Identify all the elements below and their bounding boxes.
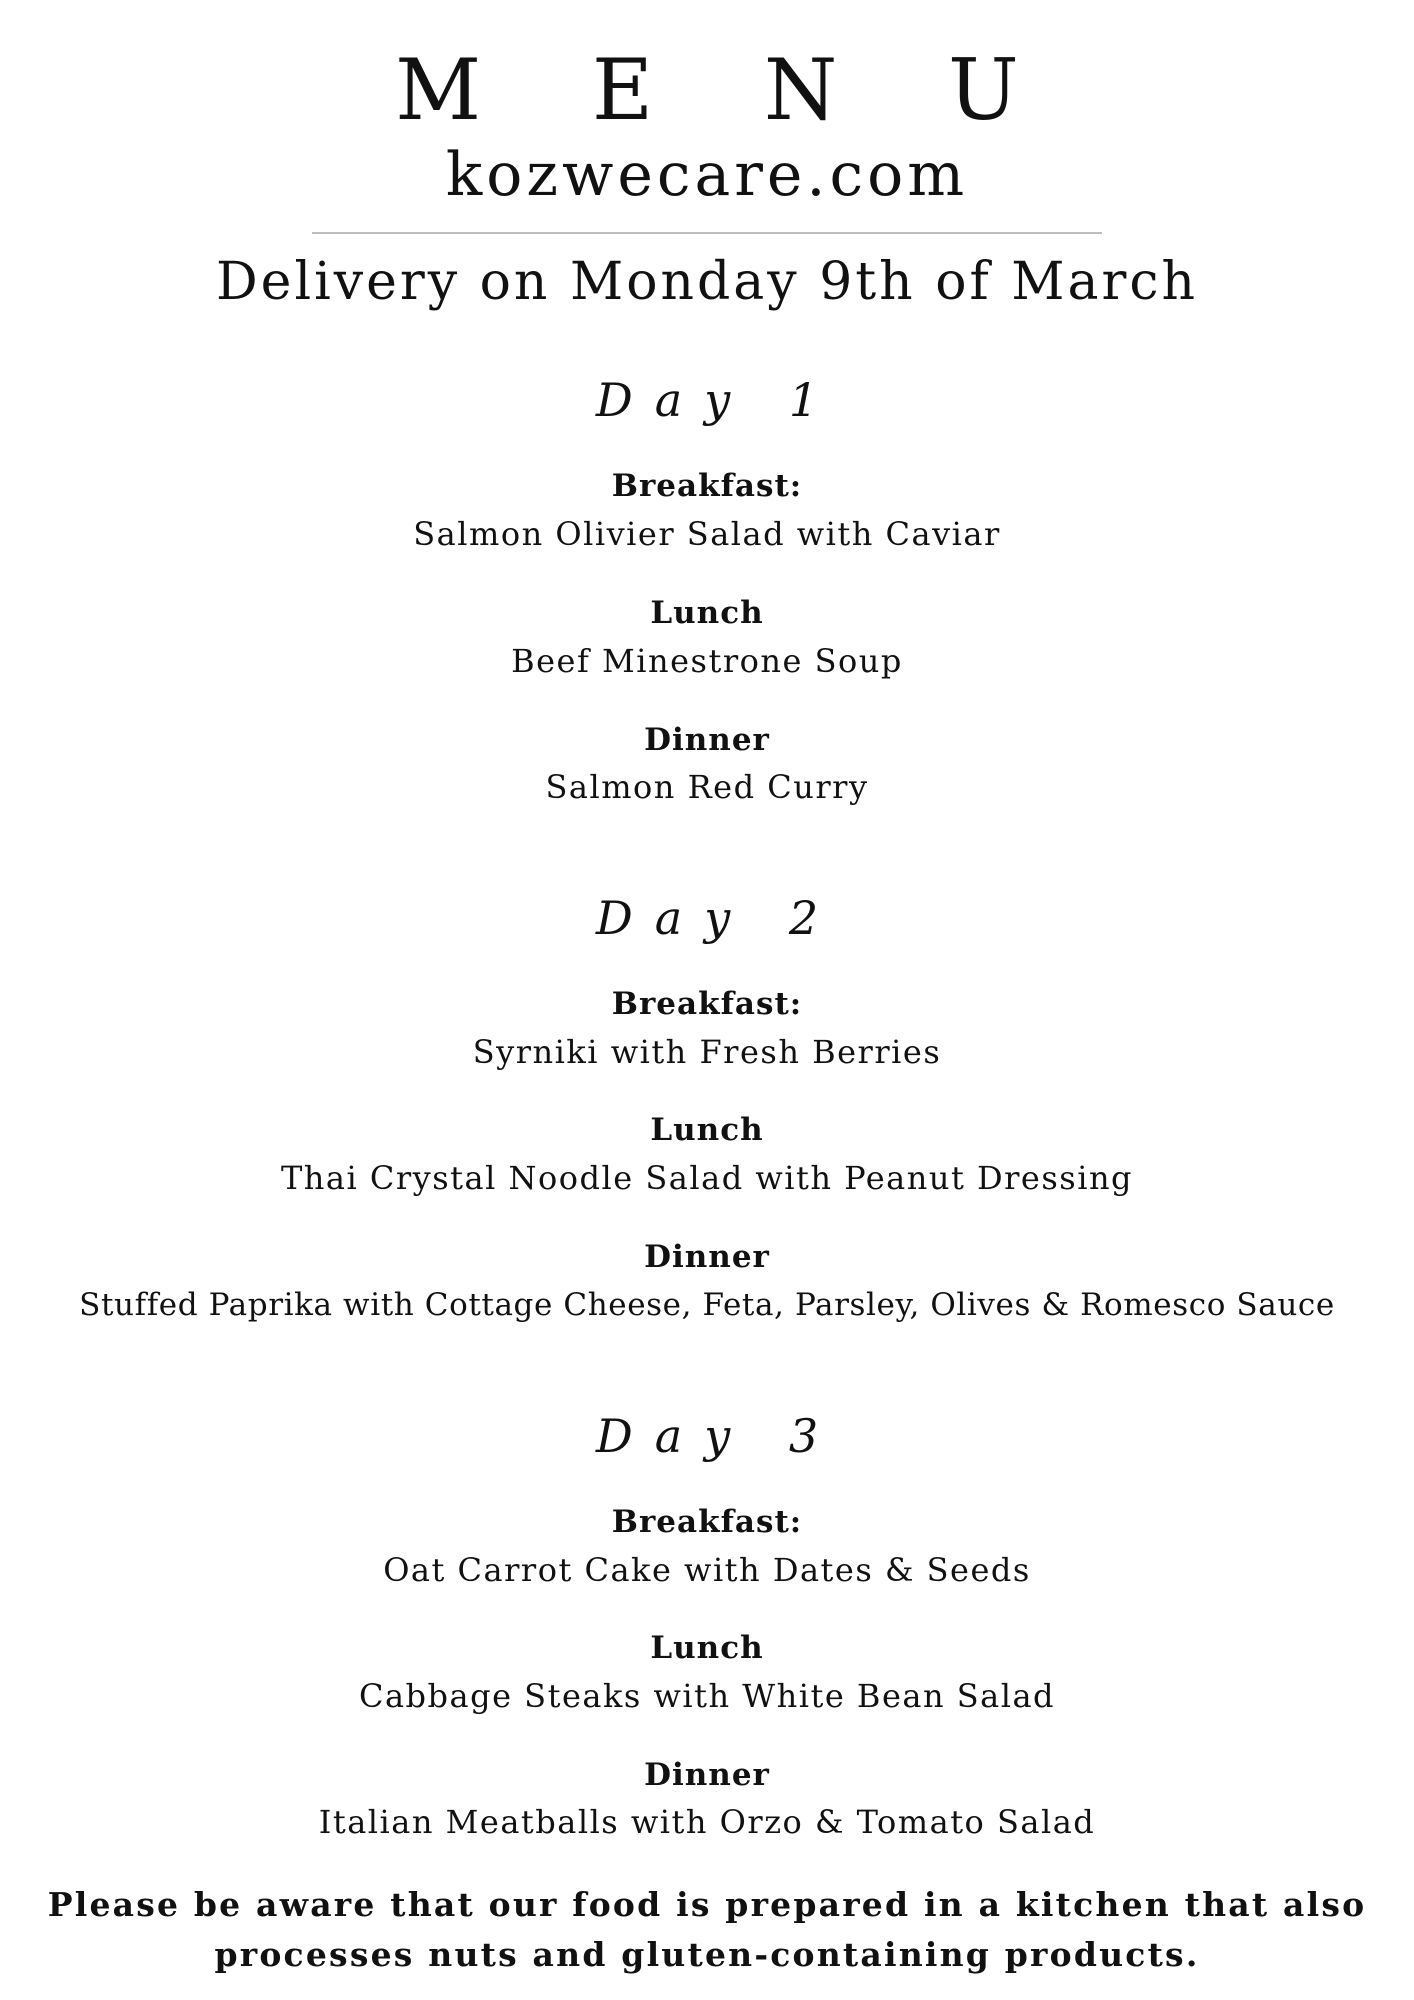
day-3-lunch-dish: Cabbage Steaks with White Bean Salad [358, 1677, 1056, 1715]
allergen-notice-line-2: processes nuts and gluten-containing products. [214, 1935, 1200, 1974]
day-1-breakfast-dish: Salmon Olivier Salad with Caviar [413, 515, 1001, 553]
website-link[interactable]: kozwecare.com [445, 140, 969, 210]
day-1-heading: Day 1 [595, 373, 841, 427]
day-3-dinner-label: Dinner [644, 1757, 770, 1793]
day-1-lunch-dish: Beef Minestrone Soup [511, 642, 903, 680]
day-2-heading: Day 2 [595, 891, 841, 945]
day-1-breakfast-label: Breakfast: [611, 468, 803, 504]
day-3-breakfast-dish: Oat Carrot Cake with Dates & Seeds [383, 1551, 1031, 1589]
day-2-breakfast-dish: Syrniki with Fresh Berries [472, 1033, 942, 1071]
day-3-breakfast-label: Breakfast: [611, 1504, 803, 1540]
day-2-dinner-label: Dinner [644, 1239, 770, 1275]
day-3-lunch-label: Lunch [650, 1630, 764, 1666]
day-2-lunch-label: Lunch [650, 1112, 764, 1148]
day-2-lunch-dish: Thai Crystal Noodle Salad with Peanut Dressing [280, 1159, 1134, 1197]
allergen-notice-line-1: Please be aware that our food is prepared in a kitchen that also [47, 1885, 1367, 1924]
day-3-heading: Day 3 [595, 1409, 841, 1463]
day-2-dinner-dish: Stuffed Paprika with Cottage Cheese, Feta, Parsley, Olives & Romesco Sauce [79, 1287, 1335, 1323]
page-title: M E N U [395, 41, 1061, 139]
delivery-date: Delivery on Monday 9th of March [215, 252, 1198, 312]
day-1-lunch-label: Lunch [650, 595, 764, 631]
header-divider [312, 232, 1102, 234]
day-2-breakfast-label: Breakfast: [611, 986, 803, 1022]
day-1-dinner-label: Dinner [644, 722, 770, 758]
day-3-dinner-dish: Italian Meatballs with Orzo & Tomato Salad [318, 1803, 1096, 1841]
day-1-dinner-dish: Salmon Red Curry [545, 768, 869, 806]
